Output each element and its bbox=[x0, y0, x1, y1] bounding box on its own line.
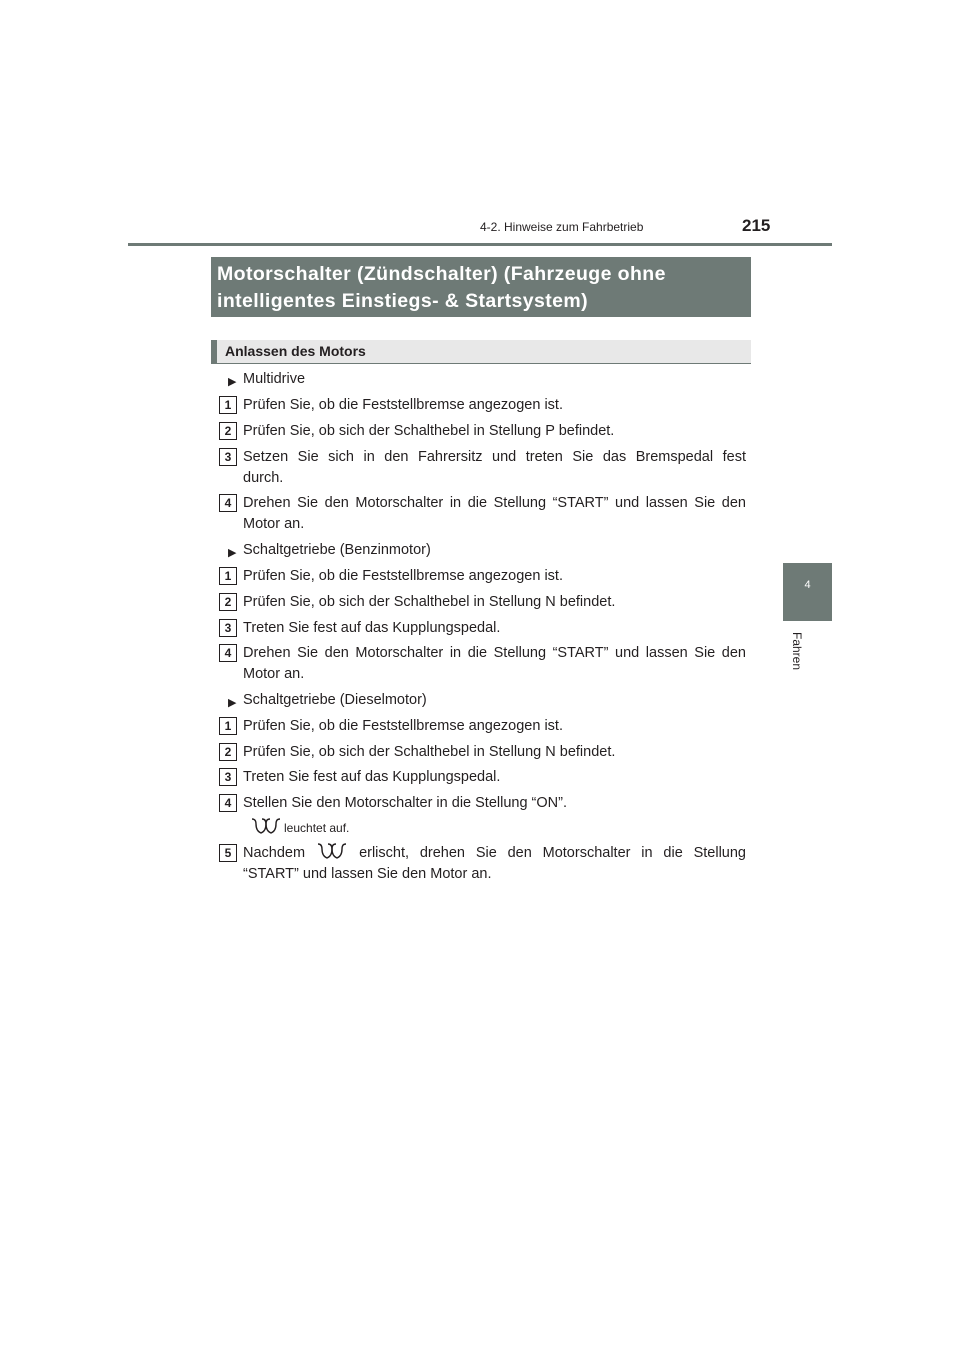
chapter-tab: 4 bbox=[783, 563, 832, 621]
step-text-before-icon: Nachdem bbox=[243, 845, 306, 861]
page-title-line-2: intelligentes Einstiegs- & Startsystem) bbox=[217, 290, 589, 312]
step-text-continued: Motor an. bbox=[243, 666, 305, 682]
step-text: Prüfen Sie, ob die Feststellbremse angezogen ist. bbox=[243, 568, 563, 584]
step-text bbox=[243, 843, 746, 864]
group-heading: Multidrive bbox=[243, 371, 306, 387]
page-number: 215 bbox=[742, 216, 771, 235]
step-number: 4 bbox=[219, 644, 237, 662]
step-text: Stellen Sie den Motorschalter in die Stellung “ON”. bbox=[243, 795, 567, 811]
step-number: 4 bbox=[219, 794, 237, 812]
header-divider bbox=[128, 243, 832, 246]
page-title-line-1: Motorschalter (Zündschalter) (Fahrzeuge ohne bbox=[217, 263, 666, 285]
step-text: Treten Sie fest auf das Kupplungspedal. bbox=[243, 620, 501, 636]
step-text: Prüfen Sie, ob sich der Schalthebel in Stellung N befindet. bbox=[243, 594, 616, 610]
group-heading: Schaltgetriebe (Benzinmotor) bbox=[243, 542, 431, 558]
step-text: Prüfen Sie, ob die Feststellbremse angezogen ist. bbox=[243, 718, 563, 734]
note-text: leuchtet auf. bbox=[284, 821, 350, 835]
step-number: 1 bbox=[219, 717, 237, 735]
step-number: 1 bbox=[219, 396, 237, 414]
subheading: Anlassen des Motors bbox=[211, 340, 751, 364]
step-text: Prüfen Sie, ob die Feststellbremse angezogen ist. bbox=[243, 397, 563, 413]
step-text-continued: Motor an. bbox=[243, 516, 305, 532]
step-number: 4 bbox=[219, 494, 237, 512]
step-text-continued: “START” und lassen Sie den Motor an. bbox=[243, 866, 492, 882]
triangle-bullet-icon: ▶ bbox=[228, 697, 237, 709]
glow-plug-indicator-icon bbox=[315, 843, 349, 861]
group-heading: Schaltgetriebe (Dieselmotor) bbox=[243, 692, 427, 708]
step-number: 3 bbox=[219, 768, 237, 786]
step-text-continued: durch. bbox=[243, 470, 284, 486]
step-number: 5 bbox=[219, 844, 237, 862]
step-number: 2 bbox=[219, 422, 237, 440]
step-number: 1 bbox=[219, 567, 237, 585]
glow-plug-indicator-icon bbox=[250, 818, 282, 836]
step-text: Setzen Sie sich in den Fahrersitz und treten Sie das Bremspedal fest bbox=[243, 449, 746, 465]
step-text-after-icon: erlischt, drehen Sie den Motorschalter in die Stellung bbox=[359, 845, 746, 861]
step-text: Drehen Sie den Motorschalter in die Stellung “START” und lassen Sie den bbox=[243, 495, 746, 511]
step-number: 3 bbox=[219, 619, 237, 637]
step-text: Prüfen Sie, ob sich der Schalthebel in Stellung N befindet. bbox=[243, 744, 616, 760]
chapter-label: Fahren bbox=[790, 632, 804, 671]
triangle-bullet-icon: ▶ bbox=[228, 547, 237, 559]
page-title bbox=[211, 257, 751, 317]
step-text: Treten Sie fest auf das Kupplungspedal. bbox=[243, 769, 501, 785]
step-number: 2 bbox=[219, 593, 237, 611]
step-text: Drehen Sie den Motorschalter in die Stellung “START” und lassen Sie den bbox=[243, 645, 746, 661]
step-number: 3 bbox=[219, 448, 237, 466]
step-text: Prüfen Sie, ob sich der Schalthebel in Stellung P befindet. bbox=[243, 423, 615, 439]
step-number: 2 bbox=[219, 743, 237, 761]
section-title: 4-2. Hinweise zum Fahrbetrieb bbox=[480, 220, 644, 234]
triangle-bullet-icon: ▶ bbox=[228, 376, 237, 388]
